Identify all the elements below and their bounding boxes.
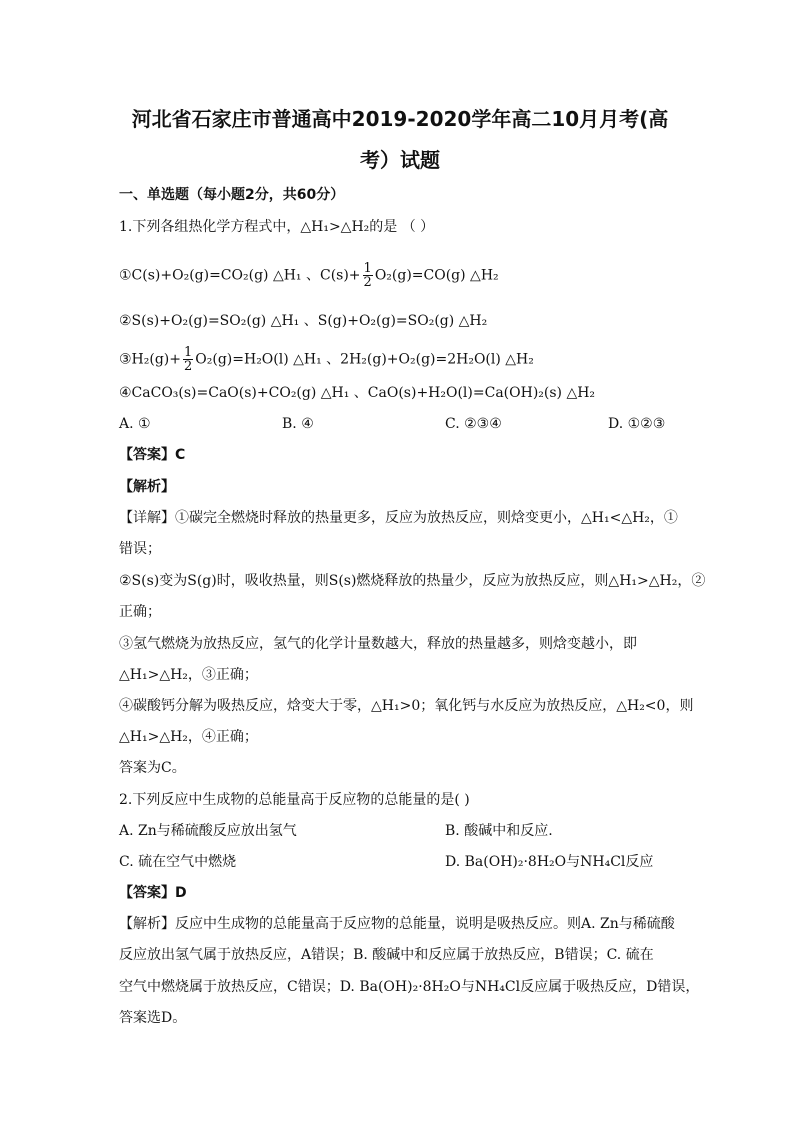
q1-item-1-part-a: ①C(s)+O₂(g)=CO₂(g) △H₁ 、C(s)+	[119, 267, 361, 284]
q1-detail-1a: 【详解】①碳完全燃烧时释放的热量更多，反应为放热反应，则焓变更小，△H₁<△H₂，①	[119, 510, 678, 526]
section-heading: 一、单选题（每小题2分，共60分）	[119, 187, 345, 203]
q2-answer: 【答案】D	[119, 885, 187, 901]
fraction-numerator: 1	[184, 345, 193, 360]
fraction-numerator: 1	[363, 261, 372, 276]
q1-item-3-part-b: O₂(g)=H₂O(l) △H₁ 、2H₂(g)+O₂(g)=2H₂O(l) △H₂	[195, 351, 534, 368]
q1-option-a: A. ①	[119, 416, 151, 432]
q1-detail-3b: △H₁>△H₂，③正确；	[119, 667, 258, 683]
q2-option-c: C. 硫在空气中燃烧	[119, 854, 237, 870]
q1-detail-2b: 正确；	[119, 604, 161, 620]
q2-option-d: D. Ba(OH)₂·8H₂O与NH₄Cl反应	[445, 854, 654, 870]
q1-item-3	[119, 346, 534, 373]
q1-item-3-part-a: ③H₂(g)+	[119, 351, 181, 368]
q2-analysis-line-4: 答案选D。	[119, 1010, 187, 1026]
document-title-line-2: 考）试题	[360, 148, 440, 172]
q2-stem: 2.下列反应中生成物的总能量高于反应物的总能量的是( )	[119, 792, 470, 808]
q1-detail-1b: 错误；	[119, 541, 161, 557]
q1-answer: 【答案】C	[119, 447, 186, 463]
fraction-denominator: 2	[184, 359, 193, 374]
fraction-one-half	[183, 346, 193, 373]
fraction-denominator: 2	[363, 275, 372, 290]
q2-option-a: A. Zn与稀硫酸反应放出氢气	[119, 823, 297, 839]
q1-conclusion: 答案为C。	[119, 760, 186, 776]
q1-detail-3a: ③氢气燃烧为放热反应，氢气的化学计量数越大，释放的热量越多，则焓变越小，即	[119, 636, 637, 652]
q1-item-4: ④CaCO₃(s)=CaO(s)+CO₂(g) △H₁ 、CaO(s)+H₂O(l)=Ca(OH)₂(s) △H₂	[119, 385, 596, 401]
q2-analysis-line-1: 【解析】反应中生成物的总能量高于反应物的总能量，说明是吸热反应。则A. Zn与稀硫酸	[119, 916, 675, 932]
fraction-one-half	[363, 262, 373, 289]
q2-option-b: B. 酸碱中和反应.	[445, 823, 553, 839]
q1-item-2: ②S(s)+O₂(g)=SO₂(g) △H₁ 、S(g)+O₂(g)=SO₂(g) △H₂	[119, 313, 488, 329]
q1-item-1	[119, 262, 499, 289]
q1-stem: 1.下列各组热化学方程式中，△H₁>△H₂的是 （ ）	[119, 219, 435, 235]
q1-option-b: B. ④	[282, 416, 314, 432]
q2-analysis-line-2: 反应放出氢气属于放热反应，A错误；B. 酸碱中和反应属于放热反应，B错误；C. 硫在	[119, 947, 654, 963]
q1-option-c: C. ②③④	[445, 416, 502, 432]
q1-detail-2a: ②S(s)变为S(g)时，吸收热量，则S(s)燃烧释放的热量少，反应为放热反应，则△H₁>△H₂，②	[119, 573, 706, 589]
q1-detail-4a: ④碳酸钙分解为吸热反应，焓变大于零，△H₁>0；氧化钙与水反应为放热反应，△H₂<0，则	[119, 698, 694, 714]
document-title-line-1: 河北省石家庄市普通高中2019-2020学年高二10月月考(高	[131, 107, 669, 131]
q1-analysis-heading: 【解析】	[119, 479, 175, 495]
q1-detail-4b: △H₁>△H₂，④正确；	[119, 729, 258, 745]
q1-item-1-part-b: O₂(g)=CO(g) △H₂	[374, 267, 499, 284]
q2-analysis-line-3: 空气中燃烧属于放热反应，C错误；D. Ba(OH)₂·8H₂O与NH₄Cl反应属于吸热反应，D错误，	[119, 979, 700, 995]
q1-option-d: D. ①②③	[608, 416, 666, 432]
